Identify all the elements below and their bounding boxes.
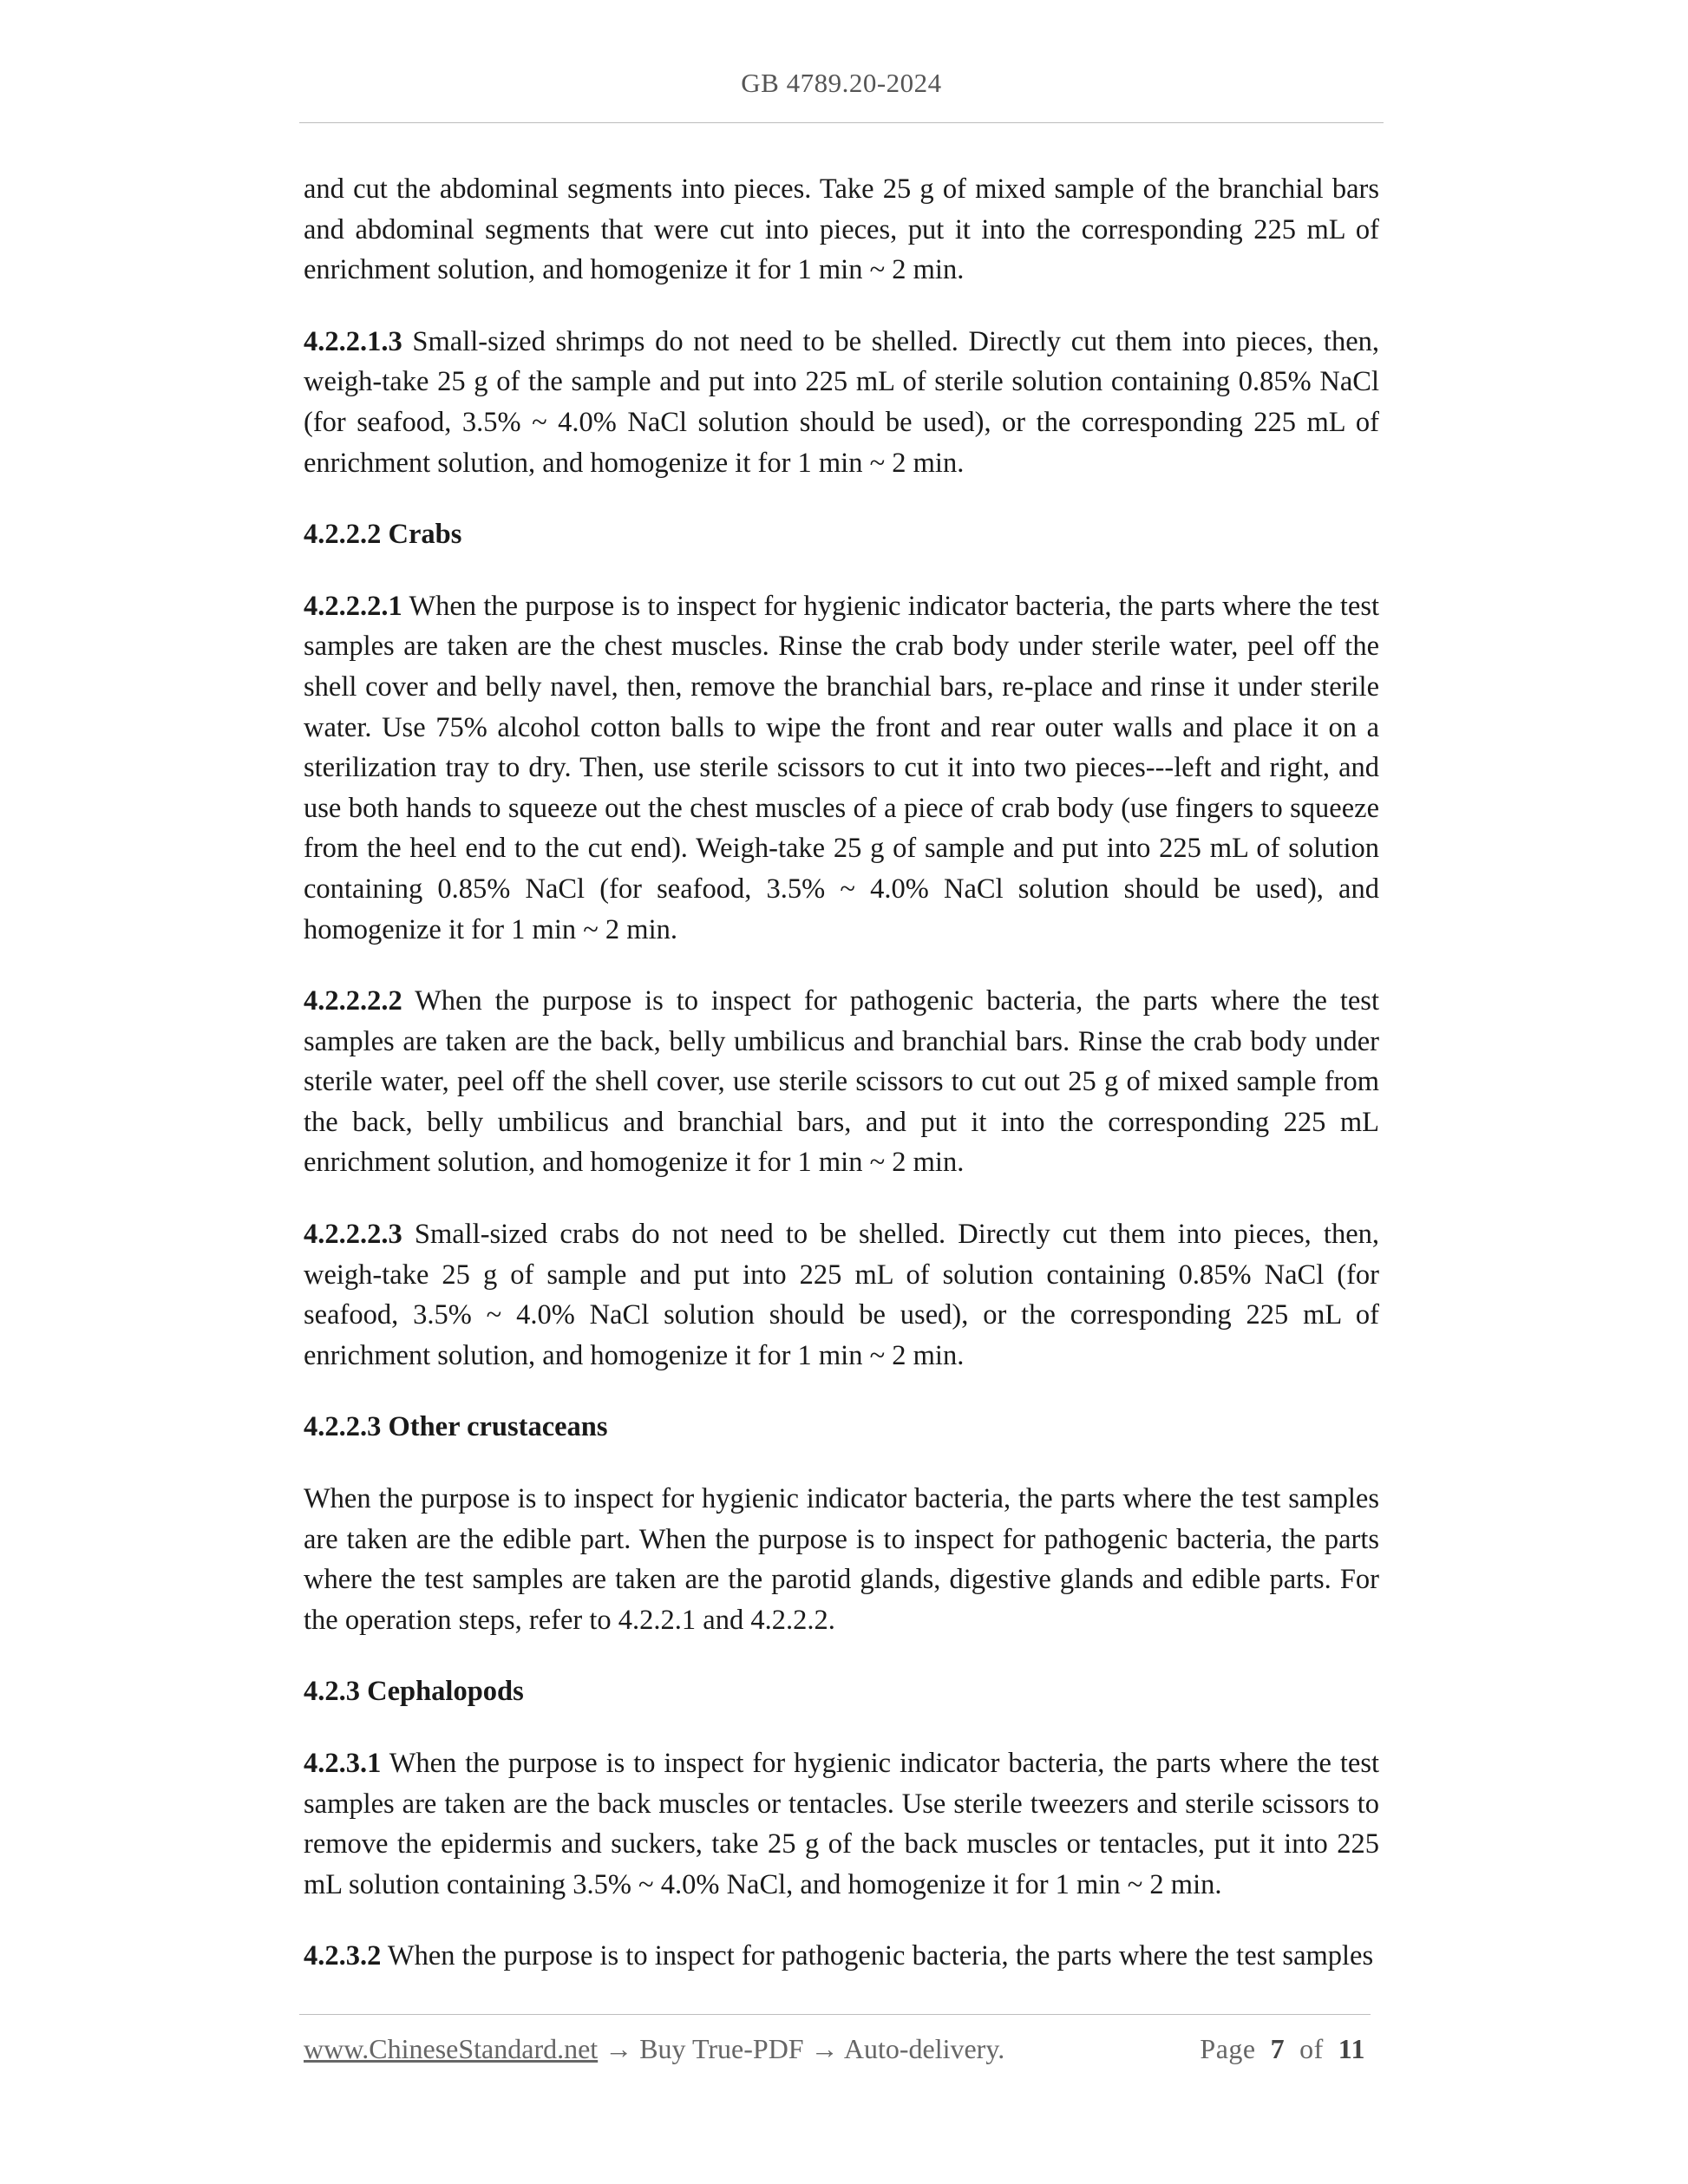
paragraph-other-crustaceans	[304, 1479, 1379, 1640]
clause-4-2-2-1-3	[304, 322, 1379, 483]
paragraph-text: When the purpose is to inspect for pathogenic bacteria, the parts where the test samples	[381, 1940, 1374, 1972]
footer-divider	[299, 2014, 1371, 2015]
page-indicator	[1200, 2033, 1365, 2065]
arrow-icon: →	[803, 2033, 844, 2064]
header-divider	[299, 122, 1384, 123]
clause-number: 4.2.2.2.1	[304, 590, 402, 622]
section-heading-crabs: 4.2.2.2 Crabs	[304, 519, 462, 551]
page-header: GB 4789.20-2024	[741, 68, 942, 98]
paragraph-text: When the purpose is to inspect for pathogenic bacteria, the parts where the test samples are taken are the back, belly umbilicus and branchial bars. Rinse the crab body under sterile water, peel off the shell cover, use sterile scissors to cut out 25 g of mixed sample from the back, belly umbilicus and branchial bars, and put it into the corresponding 225 mL enrichment solution, and homogenize it for 1 min ~ 2 min.	[304, 985, 1379, 1179]
arrow-icon: →	[598, 2033, 640, 2064]
footer-promo	[304, 2033, 1004, 2065]
site-link[interactable]: www.ChineseStandard.net	[304, 2033, 599, 2064]
paragraph-text: When the purpose is to inspect for hygienic indicator bacteria, the parts where the test samples are taken are the chest muscles. Rinse the crab body under sterile water, peel off the shell cover and belly navel, then, remove the branchial bars, re-place and rinse it under sterile water. Use 75% alcohol cotton balls to wipe the front and rear outer walls and place it on a sterilization tray to dry. Then, use sterile scissors to cut it into two pieces---left and right, and use both hands to squeeze out the chest muscles of a piece of crab body (use fingers to squeeze from the heel end to the cut end). Weigh-take 25 g of sample and put into 225 mL of solution containing 0.85% NaCl (for seafood, 3.5% ~ 4.0% NaCl solution should be used), and homogenize it for 1 min ~ 2 min.	[304, 590, 1379, 945]
buy-text: Buy True-PDF	[639, 2033, 804, 2064]
clause-number: 4.2.2.1.3	[304, 325, 402, 357]
of-label: of	[1299, 2033, 1324, 2064]
clause-number: 4.2.2.2.3	[304, 1219, 402, 1251]
clause-number: 4.2.3.1	[304, 1748, 382, 1779]
total-pages: 11	[1338, 2033, 1365, 2064]
clause-number: 4.2.3.2	[304, 1940, 382, 1972]
paragraph-text: Small-sized crabs do not need to be shelled. Directly cut them into pieces, then, weigh-take 25 g of sample and put into 225 mL of solution containing 0.85% NaCl (for seafood, 3.5% ~ 4.0% NaCl solution should be used), or the corresponding 225 mL of enrichment solution, and homogenize it for 1 min ~ 2 min.	[304, 1219, 1379, 1371]
clause-4-2-3-1	[304, 1743, 1379, 1905]
section-heading-other-crustaceans: 4.2.2.3 Other crustaceans	[304, 1411, 608, 1443]
section-heading-cephalopods: 4.2.3 Cephalopods	[304, 1676, 524, 1708]
paragraph-text: and cut the abdominal segments into pieces. Take 25 g of mixed sample of the branchial bars and abdominal segments that were cut into pieces, put it into the corresponding 225 mL of enrichment solution, and homogenize it for 1 min ~ 2 min.	[304, 173, 1379, 286]
paragraph-text: When the purpose is to inspect for hygienic indicator bacteria, the parts where the test samples are taken are the back muscles or tentacles. Use sterile tweezers and sterile scissors to remove the epidermis and suckers, take 25 g of the back muscles or tentacles, put it into 225 mL solution containing 3.5% ~ 4.0% NaCl, and homogenize it for 1 min ~ 2 min.	[304, 1748, 1379, 1900]
paragraph-continuation	[304, 169, 1379, 291]
clause-4-2-3-2	[304, 1936, 1379, 1977]
paragraph-text: When the purpose is to inspect for hygienic indicator bacteria, the parts where the test samples are taken are the edible part. When the purpose is to inspect for pathogenic bacteria, the parts where the test samples are taken are the parotid glands, digestive glands and edible parts. For the operation steps, refer to 4.2.2.1 and 4.2.2.2.	[304, 1483, 1379, 1636]
clause-4-2-2-2-1	[304, 586, 1379, 950]
paragraph-text: Small-sized shrimps do not need to be shelled. Directly cut them into pieces, then, weigh-take 25 g of the sample and put into 225 mL of sterile solution containing 0.85% NaCl (for seafood, 3.5% ~ 4.0% NaCl solution should be used), or the corresponding 225 mL of enrichment solution, and homogenize it for 1 min ~ 2 min.	[304, 325, 1379, 479]
page-label: Page	[1200, 2033, 1256, 2064]
clause-number: 4.2.2.2.2	[304, 985, 402, 1017]
clause-4-2-2-2-3	[304, 1214, 1379, 1376]
clause-4-2-2-2-2	[304, 981, 1379, 1183]
delivery-text: Auto-delivery.	[843, 2033, 1005, 2064]
current-page-number: 7	[1270, 2033, 1286, 2064]
document-body	[304, 169, 1379, 2008]
